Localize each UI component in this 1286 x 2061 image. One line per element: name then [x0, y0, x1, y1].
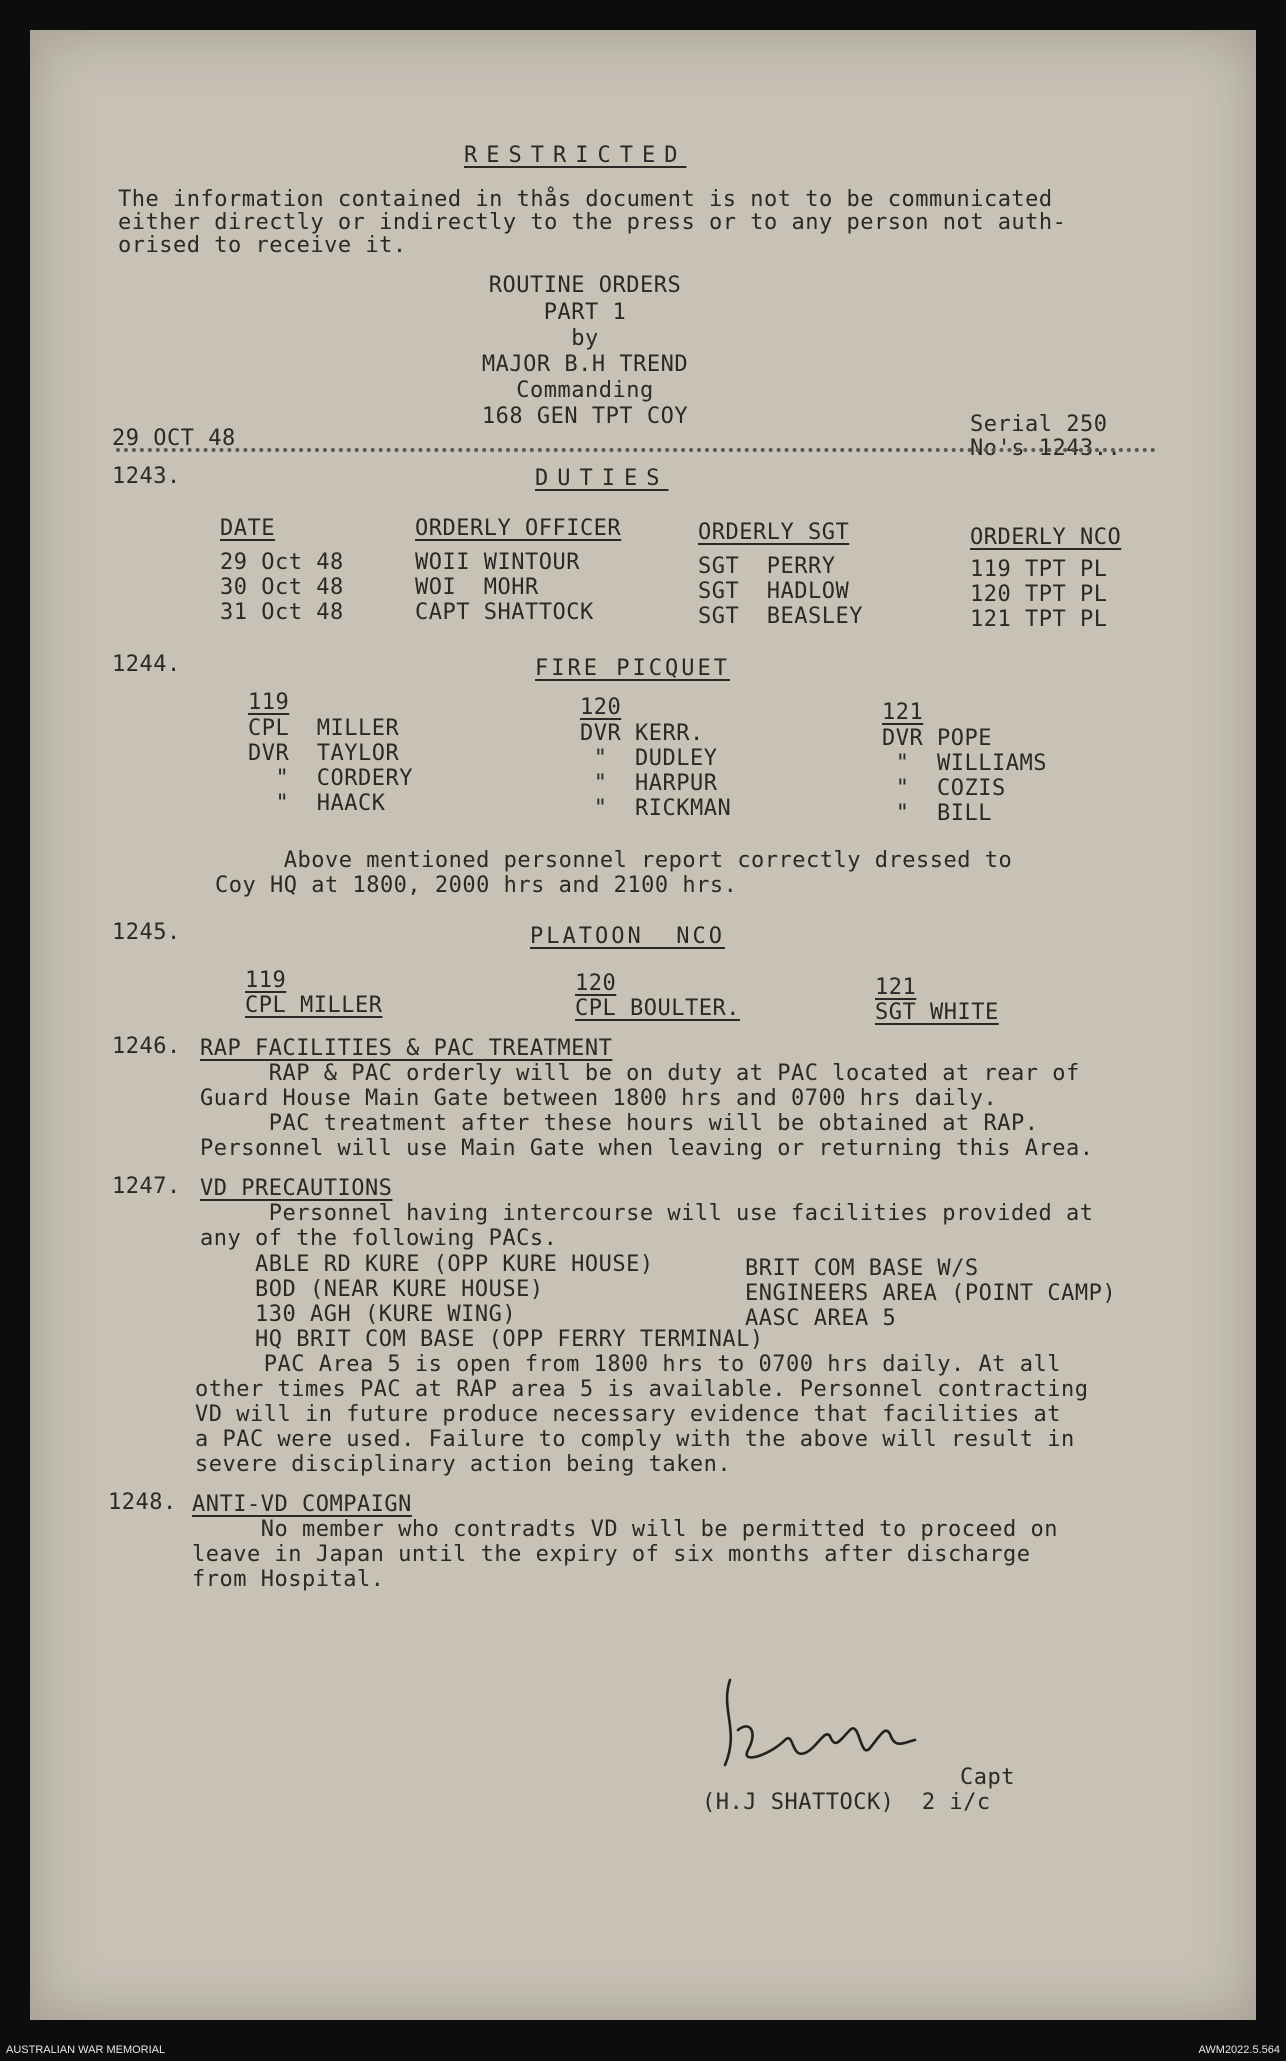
- notice-line-2: either directly or indirectly to the press or to any person not auth-: [118, 210, 1067, 235]
- fire-note-line-2: Coy HQ at 1800, 2000 hrs and 2100 hrs.: [215, 873, 738, 898]
- anti-vd-heading: ANTI-VD COMPAIGN: [192, 1492, 412, 1517]
- fire-group-119-member-1: CPL MILLER: [248, 716, 400, 741]
- vd-body-line-5: severe disciplinary action being taken.: [195, 1452, 732, 1477]
- fire-group-120-member-1: DVR KERR.: [580, 721, 704, 746]
- fire-group-119-member-3: " CORDERY: [248, 766, 413, 791]
- dotted-divider: [116, 448, 1156, 452]
- fire-group-119-member-2: DVR TAYLOR: [248, 741, 400, 766]
- duties-col-nco: ORDERLY NCO: [970, 525, 1122, 550]
- order-number-1244: 1244.: [112, 652, 181, 677]
- fire-group-120-unit: 120: [580, 695, 622, 720]
- fire-group-119-unit: 119: [248, 690, 290, 715]
- duty-row1-nco: 119 TPT PL: [970, 557, 1108, 582]
- rap-heading: RAP FACILITIES & PAC TREATMENT: [200, 1036, 613, 1061]
- order-number-1248: 1248.: [108, 1490, 177, 1515]
- duties-col-date: DATE: [220, 516, 275, 541]
- duty-row1-date: 29 Oct 48: [220, 550, 344, 575]
- vd-body-line-3: VD will in future produce necessary evidence that facilities at: [195, 1402, 1061, 1427]
- rap-line-1: RAP & PAC orderly will be on duty at PAC located at rear of: [200, 1061, 1080, 1086]
- duty-row2-nco: 120 TPT PL: [970, 582, 1108, 607]
- handwritten-signature: [710, 1670, 970, 1800]
- pac-right-1: BRIT COM BASE W/S: [745, 1256, 979, 1281]
- fire-group-120-member-4: " RICKMAN: [580, 796, 732, 821]
- anti-vd-line-3: from Hospital.: [192, 1567, 385, 1592]
- rap-line-2: Guard House Main Gate between 1800 hrs and 0700 hrs daily.: [200, 1086, 998, 1111]
- anti-vd-line-2: leave in Japan until the expiry of six months after discharge: [192, 1542, 1031, 1567]
- fire-group-120-member-3: " HARPUR: [580, 771, 718, 796]
- title-line-2: PART 1: [543, 300, 627, 325]
- duty-row3-nco: 121 TPT PL: [970, 607, 1108, 632]
- fire-group-119-member-4: " HAACK: [248, 791, 386, 816]
- vd-intro-line-2: any of the following PACs.: [200, 1226, 558, 1251]
- title-line-3: by: [571, 326, 599, 351]
- document-page: [30, 30, 1256, 2020]
- anti-vd-line-1: No member who contradts VD will be permitted to proceed on: [192, 1517, 1058, 1542]
- order-date: 29 OCT 48: [112, 426, 236, 451]
- duty-row3-officer: CAPT SHATTOCK: [415, 600, 594, 625]
- order-numbers: No's 1243..: [970, 436, 1122, 461]
- platoon-nco-heading: PLATOON NCO: [530, 924, 725, 949]
- fire-group-121-member-4: " BILL: [882, 801, 992, 826]
- platoon-121-unit: 121: [875, 975, 917, 1000]
- vd-body-line-2: other times PAC at RAP area 5 is available. Personnel contracting: [195, 1377, 1089, 1402]
- platoon-120-name: CPL BOULTER.: [575, 996, 740, 1021]
- title-line-5: Commanding: [516, 378, 654, 403]
- order-number-1243: 1243.: [112, 464, 181, 489]
- duty-row2-officer: WOI MOHR: [415, 575, 539, 600]
- pac-left-1: ABLE RD KURE (OPP KURE HOUSE): [255, 1252, 654, 1277]
- classification-heading: RESTRICTED: [464, 143, 687, 168]
- order-number-1246: 1246.: [112, 1034, 181, 1059]
- fire-note-line-1: Above mentioned personnel report correctly dressed to: [215, 848, 1013, 873]
- notice-line-3: orised to receive it.: [118, 233, 407, 258]
- duty-row3-date: 31 Oct 48: [220, 600, 344, 625]
- duty-row2-sgt: SGT HADLOW: [698, 579, 850, 604]
- fire-group-121-member-3: " COZIS: [882, 776, 1006, 801]
- order-number-1245: 1245.: [112, 920, 181, 945]
- rap-line-3: PAC treatment after these hours will be obtained at RAP.: [200, 1111, 1039, 1136]
- serial-number: Serial 250: [970, 412, 1108, 437]
- fire-group-121-member-2: " WILLIAMS: [882, 751, 1047, 776]
- fire-group-121-member-1: DVR POPE: [882, 726, 992, 751]
- duty-row3-sgt: SGT BEASLEY: [698, 604, 863, 629]
- vd-body-line-4: a PAC were used. Failure to comply with the above will result in: [195, 1427, 1075, 1452]
- duty-row1-sgt: SGT PERRY: [698, 554, 836, 579]
- fire-group-120-member-2: " DUDLEY: [580, 746, 718, 771]
- duty-row1-officer: WOII WINTOUR: [415, 550, 580, 575]
- platoon-119-name: CPL MILLER: [245, 993, 383, 1018]
- pac-right-3: AASC AREA 5: [745, 1306, 897, 1331]
- duties-heading: DUTIES: [535, 466, 669, 491]
- pac-right-2: ENGINEERS AREA (POINT CAMP): [745, 1281, 1117, 1306]
- platoon-120-unit: 120: [575, 971, 617, 996]
- platoon-119-unit: 119: [245, 968, 287, 993]
- vd-heading: VD PRECAUTIONS: [200, 1176, 393, 1201]
- title-line-4: MAJOR B.H TREND: [481, 352, 689, 377]
- signature-name: (H.J SHATTOCK) 2 i/c: [702, 1790, 991, 1815]
- fire-group-121-unit: 121: [882, 700, 924, 725]
- platoon-121-name: SGT WHITE: [875, 1000, 999, 1025]
- pac-left-2: BOD (NEAR KURE HOUSE): [255, 1277, 544, 1302]
- fire-picquet-heading: FIRE PICQUET: [535, 656, 730, 681]
- footer-catalogue-number: AWM2022.5.564: [1198, 2044, 1280, 2056]
- vd-body-line-1: PAC Area 5 is open from 1800 hrs to 0700 hrs daily. At all: [195, 1352, 1061, 1377]
- duties-col-sgt: ORDERLY SGT: [698, 520, 850, 545]
- title-line-1: ROUTINE ORDERS: [488, 273, 682, 298]
- rap-line-4: Personnel will use Main Gate when leaving or returning this Area.: [200, 1136, 1094, 1161]
- duty-row2-date: 30 Oct 48: [220, 575, 344, 600]
- title-line-6: 168 GEN TPT COY: [481, 404, 689, 429]
- notice-line-1: The information contained in thås document is not to be communicated: [118, 187, 1053, 212]
- order-number-1247: 1247.: [112, 1174, 181, 1199]
- duties-col-officer: ORDERLY OFFICER: [415, 516, 622, 541]
- signature-rank: Capt: [960, 1765, 1015, 1790]
- footer-archive-name: AUSTRALIAN WAR MEMORIAL: [6, 2044, 166, 2056]
- vd-intro-line-1: Personnel having intercourse will use facilities provided at: [200, 1201, 1094, 1226]
- pac-left-3: 130 AGH (KURE WING): [255, 1302, 517, 1327]
- pac-left-4: HQ BRIT COM BASE (OPP FERRY TERMINAL): [255, 1327, 764, 1352]
